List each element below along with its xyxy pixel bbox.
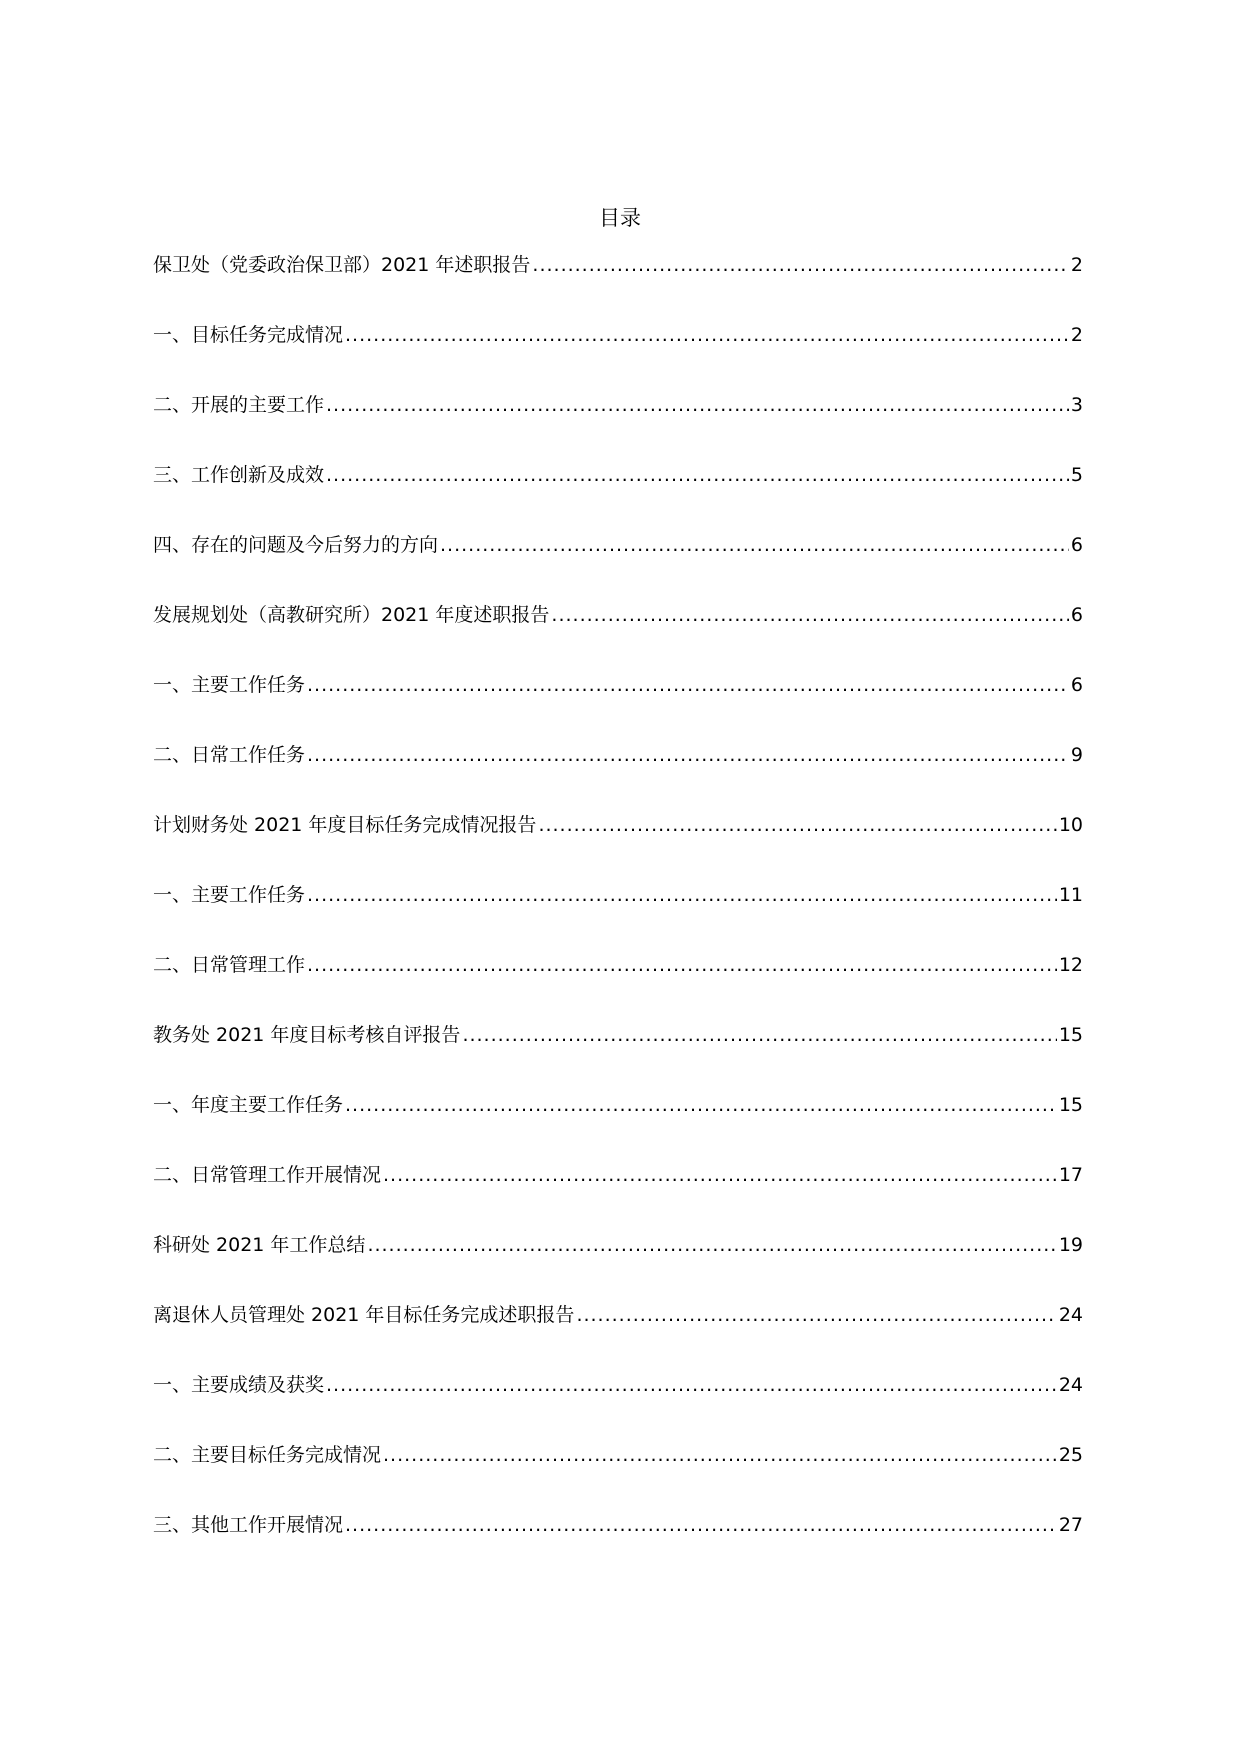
toc-entry-text: 四、存在的问题及今后努力的方向 [153,534,439,556]
toc-dot-leader [551,600,1069,630]
toc-entry[interactable] [153,530,1083,600]
toc-entry-text: 一、目标任务完成情况 [153,324,344,346]
toc-page-number: 25 [1058,1444,1083,1466]
toc-dot-leader [345,1510,1057,1540]
toc-entry[interactable] [153,1090,1083,1160]
toc-entry[interactable] [153,1020,1083,1090]
toc-entry[interactable] [153,1230,1083,1300]
toc-page-number: 10 [1058,814,1083,836]
toc-page-number: 6 [1070,534,1083,556]
toc-dot-leader [538,810,1056,840]
toc-dot-leader [440,530,1069,560]
toc-dot-leader [326,1370,1057,1400]
toc-entry[interactable] [153,1510,1083,1580]
toc-entry-text: 一、主要工作任务 [153,674,306,696]
toc-page-number: 3 [1070,394,1083,416]
toc-page-number: 17 [1058,1164,1083,1186]
toc-page-number: 11 [1058,884,1083,906]
toc-entry[interactable] [153,600,1083,670]
toc-dot-leader [367,1230,1056,1260]
toc-entry[interactable] [153,740,1083,810]
toc-entry[interactable] [153,950,1083,1020]
toc-entry[interactable] [153,810,1083,880]
toc-entry[interactable] [153,1440,1083,1510]
toc-entry-text: 一、年度主要工作任务 [153,1094,344,1116]
toc-entry[interactable] [153,670,1083,740]
toc-page-number: 27 [1058,1514,1083,1536]
toc-entry-text: 离退休人员管理处 2021 年目标任务完成述职报告 [153,1304,575,1326]
toc-entry-text: 科研处 2021 年工作总结 [153,1234,366,1256]
toc-title: 目录 [599,206,641,230]
toc-entry-text: 二、日常工作任务 [153,744,306,766]
toc-page-number: 15 [1058,1094,1083,1116]
toc-entry-text: 二、日常管理工作 [153,954,306,976]
toc-dot-leader [307,740,1069,770]
toc-dot-leader [307,670,1069,700]
toc-page-number: 2 [1070,324,1083,346]
toc-page-number: 6 [1070,674,1083,696]
toc-entry-text: 计划财务处 2021 年度目标任务完成情况报告 [153,814,537,836]
toc-dot-leader [326,390,1069,420]
toc-entry[interactable] [153,880,1083,950]
toc-page-number: 9 [1070,744,1083,766]
toc-dot-leader [345,1090,1057,1120]
toc-page-number: 15 [1058,1024,1083,1046]
toc-dot-leader [383,1440,1057,1470]
toc-page-number: 24 [1058,1374,1083,1396]
toc-dot-leader [576,1300,1056,1330]
toc-entry[interactable] [153,460,1083,530]
toc-entry-text: 二、开展的主要工作 [153,394,325,416]
toc-page-number: 2 [1070,254,1083,276]
toc-dot-leader [307,950,1057,980]
toc-entry-text: 保卫处（党委政治保卫部）2021 年述职报告 [153,254,531,276]
toc-dot-leader [383,1160,1057,1190]
toc-entry-text: 三、其他工作开展情况 [153,1514,344,1536]
toc-entry[interactable] [153,390,1083,460]
toc-page-number: 5 [1070,464,1083,486]
toc-entry-text: 教务处 2021 年度目标考核自评报告 [153,1024,461,1046]
toc-page-number: 19 [1058,1234,1083,1256]
toc-dot-leader [345,320,1069,350]
toc-entry-text: 二、主要目标任务完成情况 [153,1444,382,1466]
toc-entry[interactable] [153,320,1083,390]
toc-entry-text: 二、日常管理工作开展情况 [153,1164,382,1186]
toc-page-number: 12 [1058,954,1083,976]
toc-entry[interactable] [153,1370,1083,1440]
toc-entry-text: 一、主要工作任务 [153,884,306,906]
toc-entry[interactable] [153,250,1083,320]
toc-entry-text: 三、工作创新及成效 [153,464,325,486]
toc-dot-leader [326,460,1069,490]
toc-entry[interactable] [153,1160,1083,1230]
toc-entry-text: 发展规划处（高教研究所）2021 年度述职报告 [153,604,550,626]
toc-entry-text: 一、主要成绩及获奖 [153,1374,325,1396]
toc-page-number: 6 [1070,604,1083,626]
toc-dot-leader [307,880,1057,910]
table-of-contents [153,250,1083,1580]
toc-dot-leader [462,1020,1056,1050]
toc-page-number: 24 [1058,1304,1083,1326]
toc-dot-leader [532,250,1069,280]
toc-entry[interactable] [153,1300,1083,1370]
